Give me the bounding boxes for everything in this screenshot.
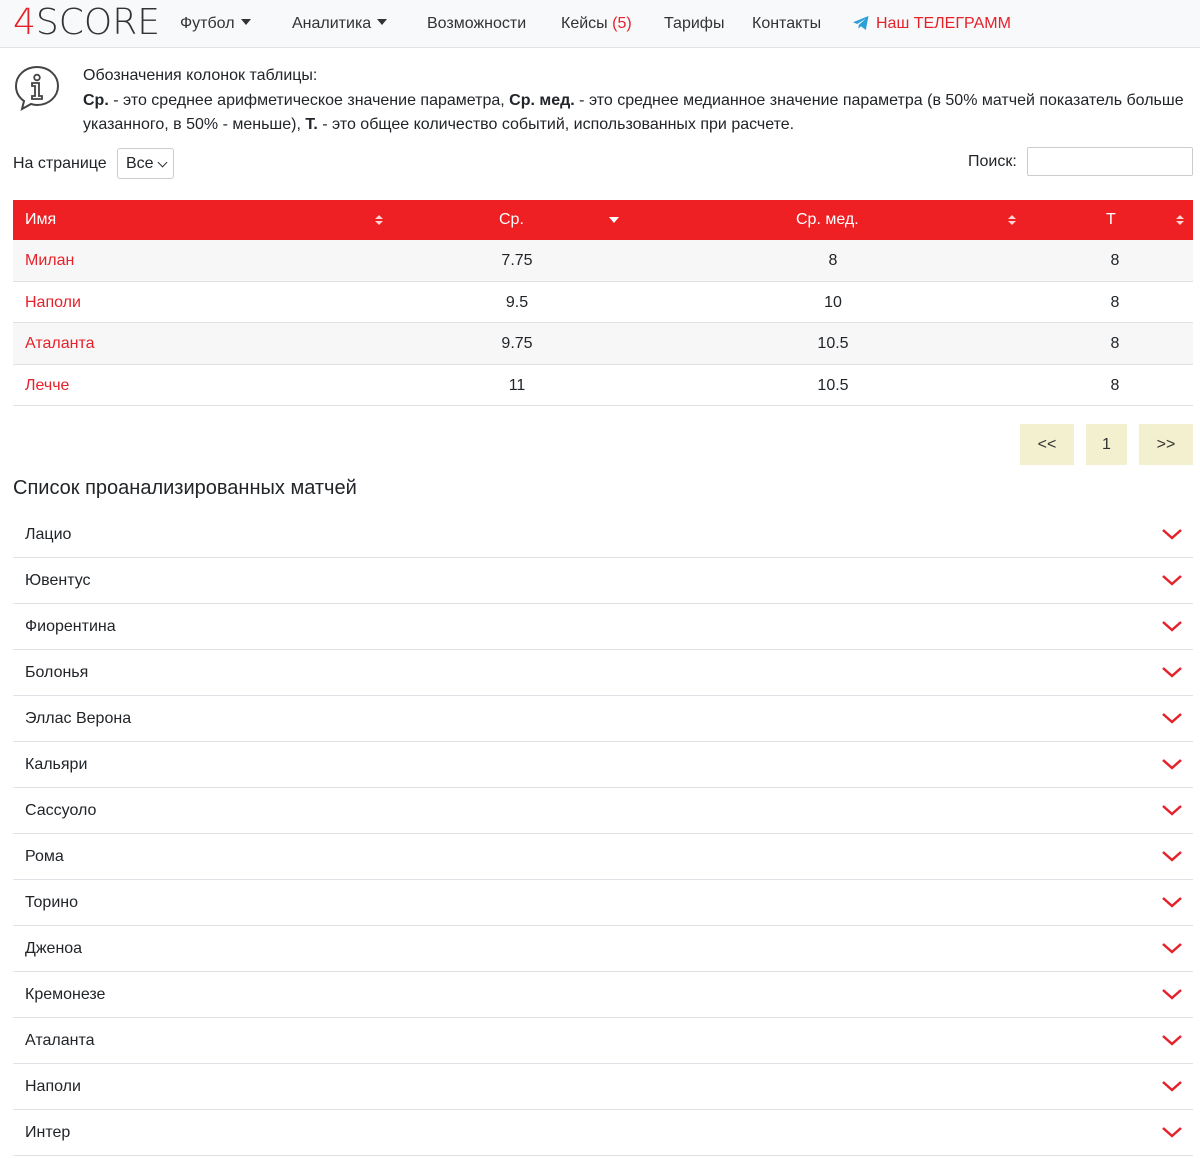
info-title: Обозначения колонок таблицы:: [83, 67, 318, 84]
list-item[interactable]: [13, 650, 1193, 696]
list-item[interactable]: [13, 834, 1193, 880]
chevron-down-icon[interactable]: [1161, 756, 1183, 772]
list-item[interactable]: [13, 788, 1193, 834]
nav-cases-label: Кейсы: [561, 15, 608, 32]
next-page-button[interactable]: >>: [1139, 424, 1193, 465]
th-median[interactable]: Ср. мед.: [796, 211, 859, 228]
cell-avg: 7.75: [501, 252, 533, 269]
list-item[interactable]: [13, 880, 1193, 926]
chevron-down-icon[interactable]: [1161, 848, 1183, 864]
cell-median: 10.5: [817, 376, 849, 394]
chevron-down-icon[interactable]: [1161, 526, 1183, 542]
cell-total: 8: [1110, 252, 1120, 269]
sort-desc-icon[interactable]: [609, 217, 619, 223]
telegram-icon: [852, 15, 870, 31]
search-label: Поиск:: [968, 153, 1017, 170]
cases-count-badge: (5): [612, 15, 632, 32]
chevron-down-icon[interactable]: [1161, 802, 1183, 818]
nav-telegram[interactable]: [852, 14, 1011, 34]
per-page-value: Все: [126, 155, 154, 172]
table-row: [13, 240, 1193, 282]
list-item[interactable]: [13, 1018, 1193, 1064]
cell-avg: 9.5: [505, 293, 529, 311]
median-term: Ср. мед.: [509, 92, 575, 109]
list-item[interactable]: [13, 512, 1193, 558]
navbar: [0, 0, 1200, 48]
match-team-name: Кремонезе: [25, 986, 106, 1003]
table-header: [13, 200, 1193, 240]
chevron-down-icon[interactable]: [1161, 894, 1183, 910]
page-1-button[interactable]: 1: [1086, 424, 1127, 465]
team-link[interactable]: Лечче: [25, 376, 70, 394]
nav-telegram-label: Наш ТЕЛЕГРАММ: [876, 15, 1011, 32]
logo-four: 4: [13, 2, 36, 43]
stats-table: [13, 200, 1193, 406]
list-item[interactable]: [13, 742, 1193, 788]
chevron-down-icon[interactable]: [1161, 986, 1183, 1002]
sort-icon[interactable]: [375, 215, 383, 226]
total-desc: - это общее количество событий, использованных при расчете.: [317, 116, 795, 133]
nav-tariffs[interactable]: Тарифы: [664, 15, 725, 32]
match-team-name: Кальяри: [25, 756, 88, 773]
match-team-name: Болонья: [25, 664, 89, 681]
sort-icon[interactable]: [1008, 215, 1016, 226]
logo-score: SCORE: [35, 2, 160, 43]
chevron-down-icon[interactable]: [1161, 572, 1183, 588]
team-link[interactable]: Аталанта: [25, 335, 95, 352]
table-row: [13, 282, 1193, 324]
cell-total: 8: [1110, 376, 1120, 394]
per-page-label: На странице: [13, 155, 107, 172]
table-row: [13, 365, 1193, 407]
cell-avg: 11: [508, 376, 526, 394]
nav-contacts[interactable]: Контакты: [752, 15, 822, 32]
caret-down-icon: [241, 19, 251, 25]
list-item[interactable]: [13, 1064, 1193, 1110]
nav-football[interactable]: [180, 14, 251, 34]
match-team-name: Интер: [25, 1124, 71, 1141]
nav-football-label: Футбол: [180, 15, 235, 32]
cell-median: 8: [828, 252, 838, 269]
chevron-down-icon: [158, 158, 168, 168]
list-item[interactable]: [13, 972, 1193, 1018]
avg-desc: - это среднее арифметическое значение параметра,: [108, 92, 510, 109]
list-item[interactable]: [13, 926, 1193, 972]
nav-analytics[interactable]: [292, 14, 387, 34]
matches-title: Список проанализированных матчей: [13, 477, 357, 499]
cell-total: 8: [1110, 335, 1120, 352]
nav-cases[interactable]: [561, 14, 632, 34]
per-page-select[interactable]: [117, 148, 174, 179]
chevron-down-icon[interactable]: [1161, 1078, 1183, 1094]
match-team-name: Лацио: [25, 526, 72, 543]
chevron-down-icon[interactable]: [1161, 618, 1183, 634]
match-team-name: Эллас Верона: [25, 710, 132, 727]
match-team-name: Рома: [25, 848, 64, 865]
match-team-name: Дженоа: [25, 940, 83, 957]
chevron-down-icon[interactable]: [1161, 1032, 1183, 1048]
median-desc: - это среднее медианное значение параметра (в 50% матчей показатель больше указанного, в 50% - меньше),: [83, 92, 1184, 133]
caret-down-icon: [377, 19, 387, 25]
match-team-name: Аталанта: [25, 1032, 95, 1049]
list-item[interactable]: [13, 1110, 1193, 1156]
info-text: [83, 89, 1193, 137]
chevron-down-icon[interactable]: [1161, 710, 1183, 726]
search-input[interactable]: [1027, 147, 1193, 176]
cell-median: 10: [824, 293, 842, 311]
th-avg[interactable]: Ср.: [499, 211, 524, 228]
match-team-name: Торино: [25, 894, 78, 911]
avg-term: Ср.: [83, 92, 109, 109]
list-item[interactable]: [13, 696, 1193, 742]
list-item[interactable]: [13, 604, 1193, 650]
nav-features[interactable]: Возможности: [427, 15, 527, 32]
chevron-down-icon[interactable]: [1161, 664, 1183, 680]
team-link[interactable]: Наполи: [25, 293, 81, 311]
cell-median: 10.5: [817, 335, 849, 352]
match-team-name: Ювентус: [25, 572, 91, 589]
prev-page-button[interactable]: <<: [1020, 424, 1074, 465]
total-term: Т.: [305, 116, 318, 133]
match-team-name: Сассуоло: [25, 802, 97, 819]
info-icon: [13, 64, 61, 112]
logo[interactable]: [13, 3, 160, 43]
nav-analytics-label: Аналитика: [292, 15, 372, 32]
list-item[interactable]: [13, 558, 1193, 604]
chevron-down-icon[interactable]: [1161, 940, 1183, 956]
match-team-name: Фиорентина: [25, 618, 116, 635]
sort-icon[interactable]: [1176, 215, 1184, 226]
cell-avg: 9.75: [501, 335, 533, 352]
chevron-down-icon[interactable]: [1161, 1124, 1183, 1140]
match-team-name: Наполи: [25, 1078, 81, 1095]
team-link[interactable]: Милан: [25, 252, 75, 269]
matches-list: [13, 512, 1193, 1156]
th-name[interactable]: Имя: [25, 211, 57, 228]
th-total[interactable]: Т: [1106, 211, 1116, 228]
table-row: [13, 323, 1193, 365]
cell-total: 8: [1110, 293, 1120, 311]
